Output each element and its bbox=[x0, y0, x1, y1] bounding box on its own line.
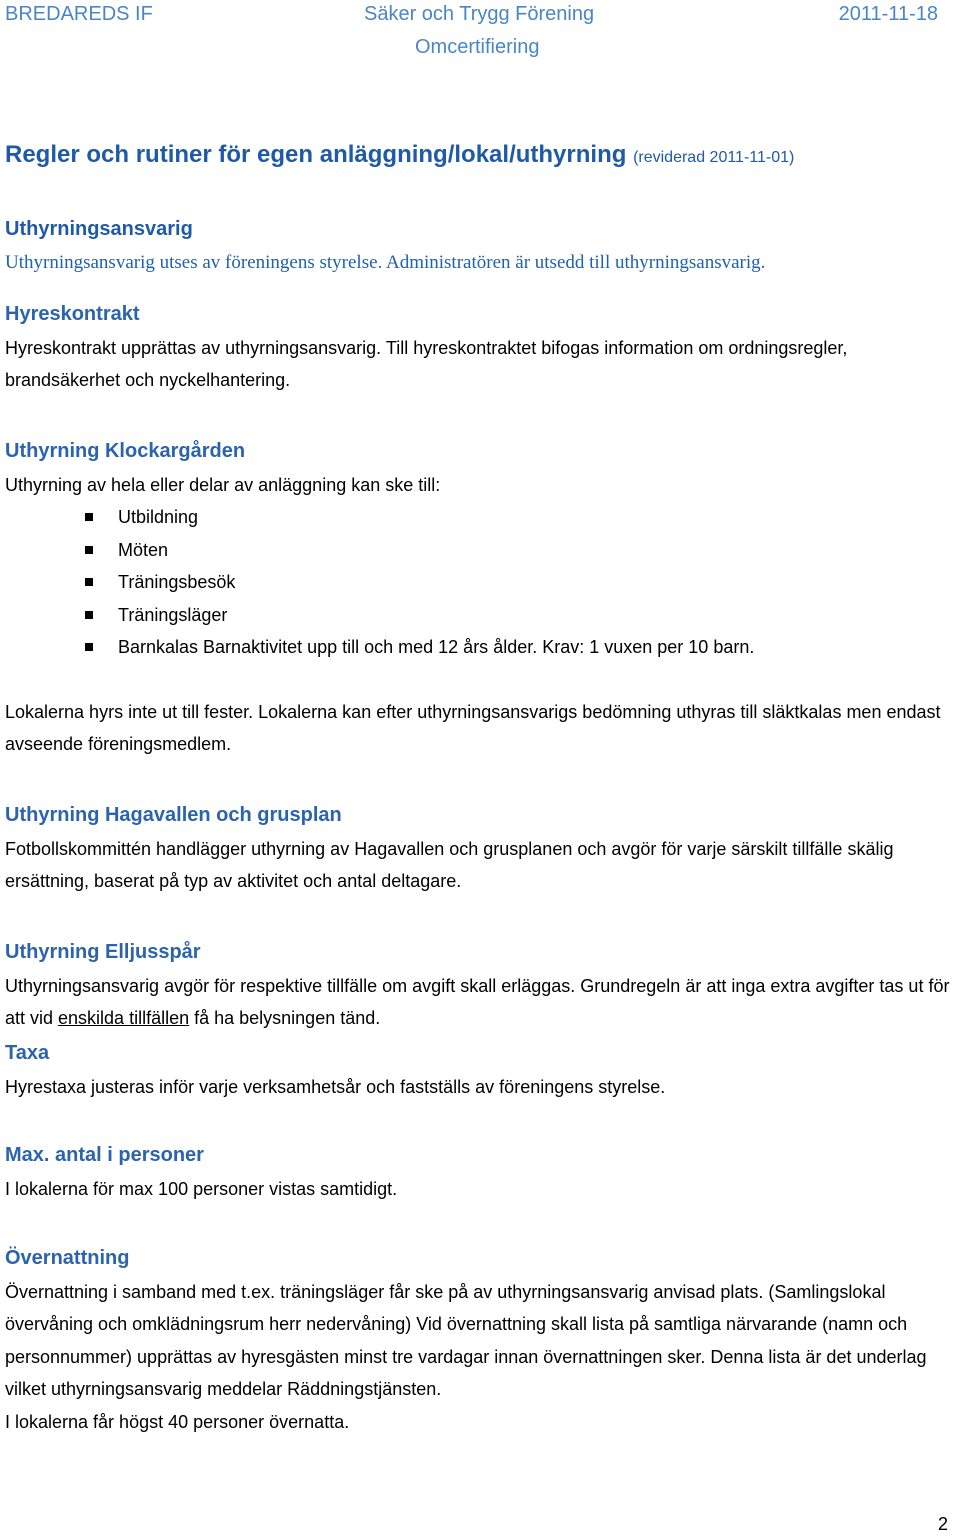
revision-note: (reviderad 2011-11-01) bbox=[633, 149, 795, 166]
list-item: Träningsläger bbox=[85, 599, 955, 632]
section-heading-hyreskontrakt: Hyreskontrakt bbox=[5, 302, 140, 325]
section-text-uthyrningsansvarig: Uthyrningsansvarig utses av föreningens styrelse. Administratören är utsedd till uthyrningsansvarig. bbox=[5, 252, 766, 273]
list-item: Barnkalas Barnaktivitet upp till och med 12 års ålder. Krav: 1 vuxen per 10 barn. bbox=[85, 631, 955, 664]
page-number: 2 bbox=[937, 1514, 948, 1534]
document-body bbox=[5, 138, 955, 1438]
section-text-max-antal: I lokalerna för max 100 personer vistas samtidigt. bbox=[5, 1179, 398, 1199]
header-date: 2011-11-18 bbox=[838, 3, 938, 25]
section-heading-elljusspar: Uthyrning Elljusspår bbox=[5, 940, 201, 963]
section-text-elljusspar bbox=[5, 970, 955, 1035]
klockargarden-list bbox=[5, 501, 955, 664]
section-heading-uthyrningsansvarig: Uthyrningsansvarig bbox=[5, 218, 193, 240]
document-title bbox=[5, 138, 955, 175]
list-item: Möten bbox=[85, 534, 955, 567]
header-subtitle: Omcertifiering bbox=[415, 36, 540, 58]
section-heading-max-antal: Max. antal i personer bbox=[5, 1144, 204, 1166]
klockargarden-note: Lokalerna hyrs inte ut till fester. Lokalerna kan efter uthyrningsansvarigs bedömning uthyras till släktkalas men endast avseende föreningsmedlem. bbox=[5, 701, 941, 754]
elljusspar-text-b: få ha belysningen tänd. bbox=[189, 1008, 381, 1028]
elljusspar-text-a: Uthyrningsansvarig avgör för respektive tillfälle om avgift skall erläggas. Grundregeln är att inga extra avgifter tas ut för att vid bbox=[5, 975, 950, 1028]
klockargarden-intro: Uthyrning av hela eller delar av anläggning kan ske till: bbox=[5, 474, 441, 495]
list-item: Träningsbesök bbox=[85, 566, 955, 599]
section-heading-overnattning: Övernattning bbox=[5, 1246, 130, 1269]
elljusspar-underlined: enskilda tillfällen bbox=[58, 1008, 190, 1028]
section-heading-hagavallen: Uthyrning Hagavallen och grusplan bbox=[5, 803, 342, 826]
section-text-overnattning-2: I lokalerna får högst 40 personer övernatta. bbox=[5, 1411, 350, 1432]
section-heading-taxa: Taxa bbox=[5, 1041, 50, 1064]
hyreskontrakt-text-1: Hyreskontrakt upprättas av uthyrningsansvarig. bbox=[5, 337, 382, 358]
header-org: BREDAREDS IF bbox=[5, 3, 153, 25]
section-text-hagavallen: Fotbollskommittén handlägger uthyrning av Hagavallen och grusplanen och avgör för varje särskilt tillfälle skälig ersättning, baserat på typ av aktivitet och antal deltagare. bbox=[5, 838, 894, 891]
document-title-text: Regler och rutiner för egen anläggning/lokal/uthyrning bbox=[5, 141, 627, 168]
list-item: Utbildning bbox=[85, 501, 955, 534]
section-text-overnattning: Övernattning i samband med t.ex. träningsläger får ske på av uthyrningsansvarig anvisad plats. (Samlingslokal övervåning och omklädningsrum herr nedervåning) Vid övernattning skall lista på samtliga närvarande (namn och personnummer) upprättas av hyresgästen minst tre vardagar innan övernattningen sker. Denna lista är det underlag vilket uthyrningsansvarig meddelar Räddningstjänsten. bbox=[5, 1281, 927, 1399]
hyreskontrakt-text-2: Till hyreskontraktet bifogas information om ordningsregler, brandsäkerhet och nyckelhantering. bbox=[5, 337, 848, 390]
section-heading-klockargarden: Uthyrning Klockargården bbox=[5, 439, 246, 462]
header-title: Säker och Trygg Förening bbox=[364, 3, 595, 25]
section-text-taxa: Hyrestaxa justeras inför varje verksamhetsår och fastställs av föreningens styrelse. bbox=[5, 1076, 666, 1097]
page-header bbox=[0, 0, 960, 70]
section-text-hyreskontrakt bbox=[5, 332, 955, 397]
